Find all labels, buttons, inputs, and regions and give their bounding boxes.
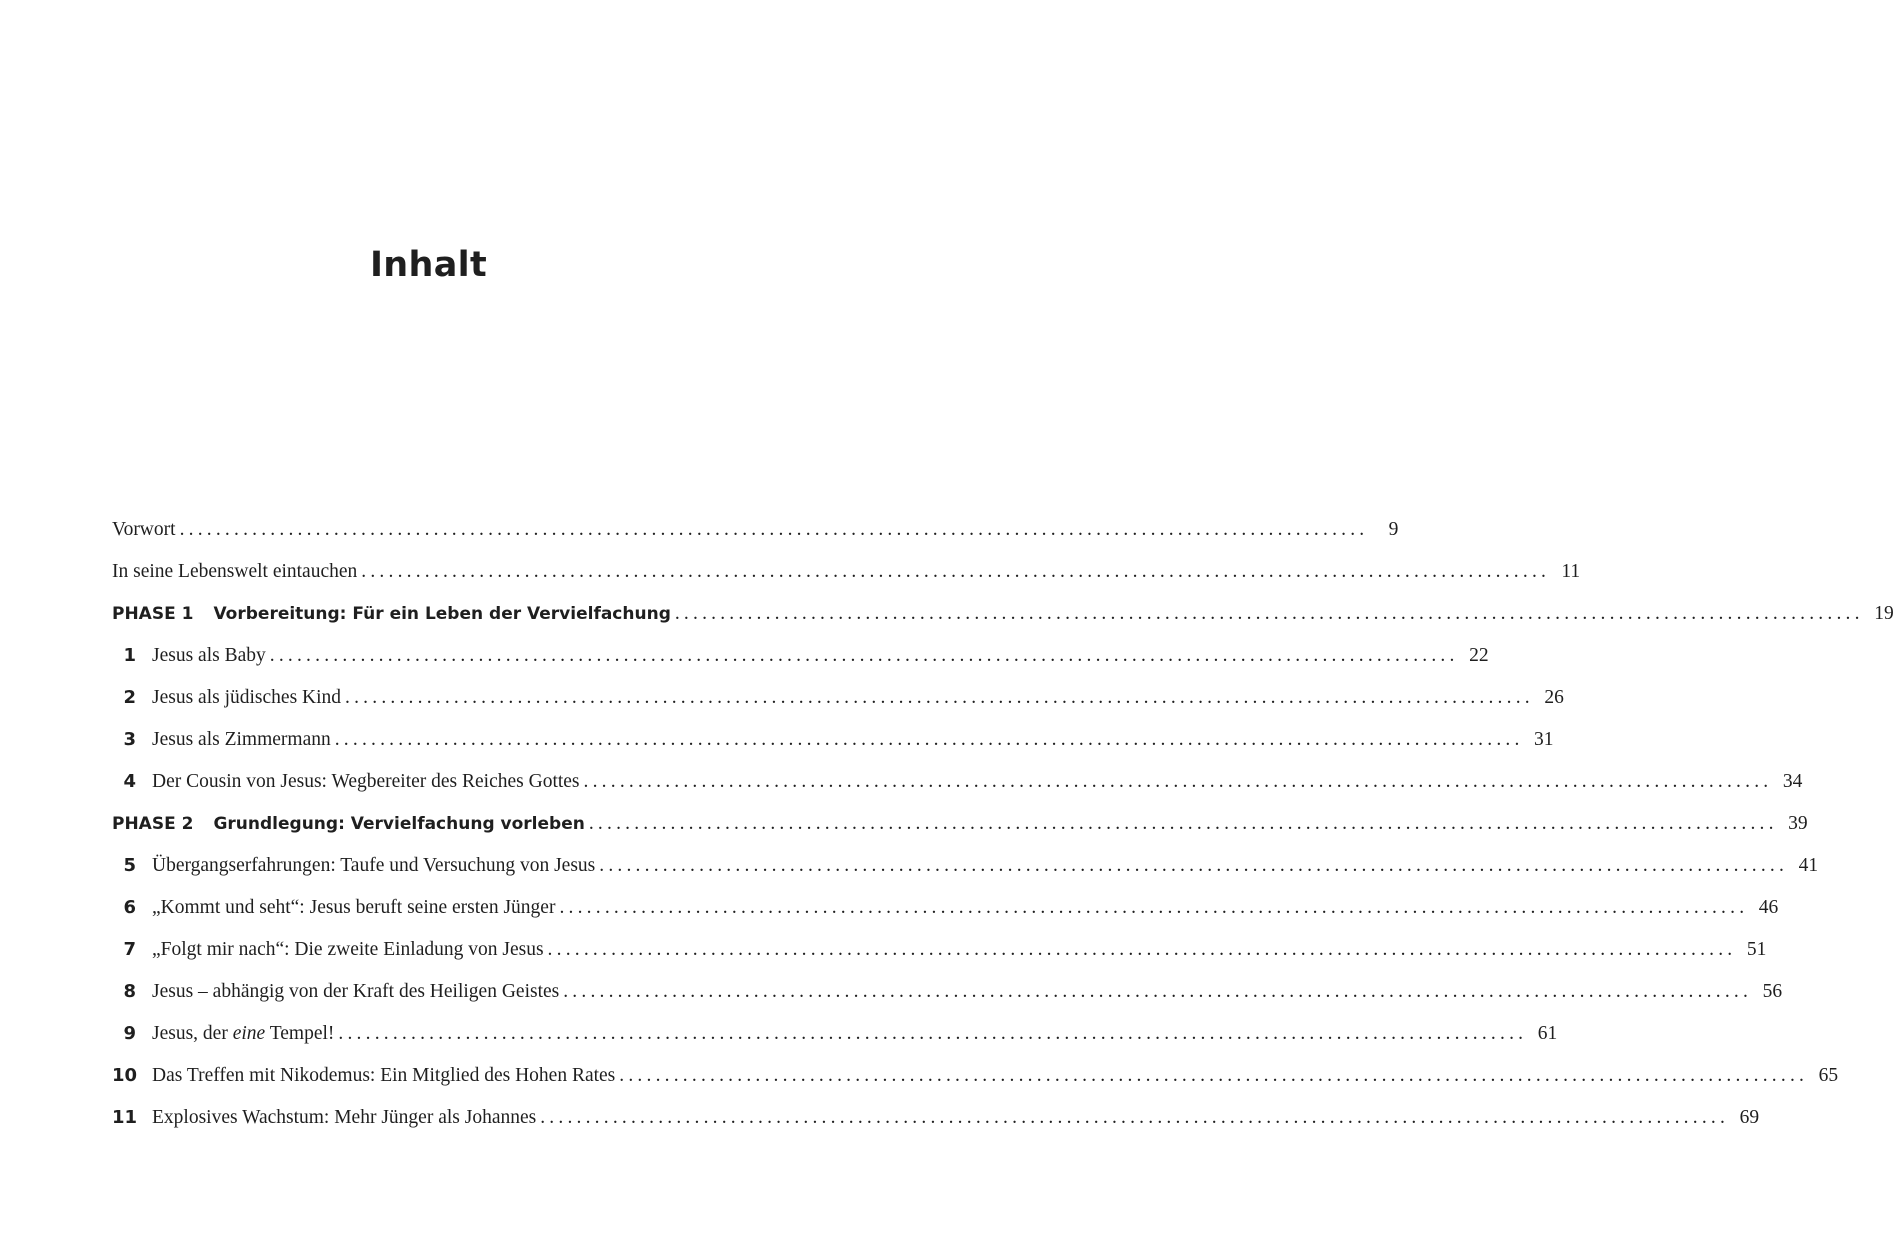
- toc-entry-page: 39: [1788, 813, 1808, 834]
- toc-entry-page: 9: [1388, 519, 1399, 540]
- phase-label: PHASE 1: [112, 604, 194, 624]
- dot-leader: ...................................................................................................................................: [674, 603, 1864, 624]
- dot-leader: ...................................................................................................................................: [345, 687, 1534, 708]
- phase-title: Grundlegung: Vervielfachung vorleben: [213, 814, 585, 834]
- toc-entry-page: 61: [1537, 1023, 1558, 1044]
- toc-entry-chapter-11: [112, 1097, 1760, 1139]
- toc-entry-title: Das Treffen mit Nikodemus: Ein Mitglied des Hohen Rates: [152, 1065, 616, 1086]
- toc-entry-title: „Folgt mir nach“: Die zweite Einladung von Jesus: [152, 939, 544, 960]
- phase-title: Vorbereitung: Für ein Leben der Vervielfachung: [213, 604, 671, 624]
- chapter-number: 11: [112, 1107, 138, 1128]
- toc-entry-chapter-3: [112, 719, 1554, 761]
- toc-entry-chapter-9: [112, 1013, 1558, 1055]
- chapter-number: 6: [123, 897, 136, 918]
- table-of-contents: [112, 509, 1894, 1139]
- toc-entry-page: 65: [1818, 1065, 1839, 1086]
- dot-leader: ...................................................................................................................................: [179, 519, 1369, 540]
- toc-entry-title: Jesus – abhängig von der Kraft des Heiligen Geistes: [152, 981, 560, 1002]
- dot-leader: ...................................................................................................................................: [619, 1065, 1809, 1086]
- toc-entry-title: [152, 1013, 334, 1055]
- dot-leader: ...................................................................................................................................: [599, 855, 1789, 876]
- chapter-number: 10: [112, 1065, 138, 1086]
- toc-entry-title: In seine Lebenswelt eintauchen: [112, 561, 358, 582]
- toc-entry-page: 34: [1782, 771, 1803, 792]
- page-title: Inhalt: [369, 245, 487, 285]
- toc-entry-chapter-8: [112, 971, 1783, 1013]
- dot-leader: ...................................................................................................................................: [338, 1023, 1528, 1044]
- toc-entry-page: 22: [1469, 645, 1489, 666]
- chapter-number: 4: [123, 771, 136, 792]
- dot-leader: ...................................................................................................................................: [559, 897, 1749, 918]
- chapter-number: 5: [123, 855, 136, 876]
- toc-entry-title: Jesus als jüdisches Kind: [152, 687, 342, 708]
- toc-entry-page: 69: [1739, 1107, 1760, 1128]
- dot-leader: ...................................................................................................................................: [334, 729, 1524, 750]
- toc-entry-title: Der Cousin von Jesus: Wegbereiter des Reiches Gottes: [152, 771, 580, 792]
- toc-entry-page: 11: [1561, 561, 1581, 582]
- dot-leader: ...................................................................................................................................: [547, 939, 1737, 960]
- toc-entry-title: Übergangserfahrungen: Taufe und Versuchung von Jesus: [152, 855, 596, 876]
- chapter-number: 9: [123, 1023, 136, 1044]
- toc-entry-chapter-7: [112, 929, 1767, 971]
- phase-label: PHASE 2: [112, 814, 194, 834]
- toc-entry-chapter-6: [112, 887, 1779, 929]
- chapter-number: 7: [123, 939, 136, 960]
- toc-entry-chapter-4: [112, 761, 1803, 803]
- toc-entry-vorwort: [112, 509, 1399, 551]
- toc-entry-page: 51: [1746, 939, 1767, 960]
- dot-leader: ...................................................................................................................................: [269, 645, 1459, 666]
- toc-entry-lebenswelt: [112, 551, 1581, 593]
- toc-entry-title-emphasis: eine: [232, 1023, 266, 1044]
- toc-entry-title-part: Tempel!: [265, 1023, 335, 1044]
- toc-entry-title: Vorwort: [112, 519, 176, 540]
- chapter-number: 8: [123, 981, 136, 1002]
- toc-entry-chapter-5: [112, 845, 1819, 887]
- dot-leader: ...................................................................................................................................: [583, 771, 1773, 792]
- dot-leader: ...................................................................................................................................: [361, 561, 1551, 582]
- chapter-number: 1: [123, 645, 136, 666]
- dot-leader: ...................................................................................................................................: [540, 1107, 1730, 1128]
- toc-entry-title: Jesus als Baby: [152, 645, 266, 666]
- toc-entry-title: „Kommt und seht“: Jesus beruft seine ersten Jünger: [152, 897, 556, 918]
- toc-entry-title: Explosives Wachstum: Mehr Jünger als Johannes: [152, 1107, 537, 1128]
- toc-entry-page: 26: [1544, 687, 1564, 708]
- toc-entry-chapter-1: [112, 635, 1489, 677]
- toc-entry-phase-1: [112, 593, 1894, 635]
- dot-leader: ...................................................................................................................................: [588, 813, 1778, 834]
- chapter-number: 2: [123, 687, 136, 708]
- toc-entry-page: 31: [1534, 729, 1554, 750]
- dot-leader: ...................................................................................................................................: [563, 981, 1753, 1002]
- toc-entry-chapter-10: [112, 1055, 1839, 1097]
- toc-entry-page: 56: [1762, 981, 1783, 1002]
- toc-entry-page: 19: [1874, 603, 1894, 624]
- toc-entry-phase-2: [112, 803, 1808, 845]
- toc-entry-page: 46: [1758, 897, 1779, 918]
- toc-entry-title: Jesus als Zimmermann: [152, 729, 331, 750]
- toc-entry-page: 41: [1798, 855, 1819, 876]
- toc-entry-chapter-2: [112, 677, 1564, 719]
- toc-entry-title-part: Jesus, der: [152, 1023, 233, 1044]
- chapter-number: 3: [123, 729, 136, 750]
